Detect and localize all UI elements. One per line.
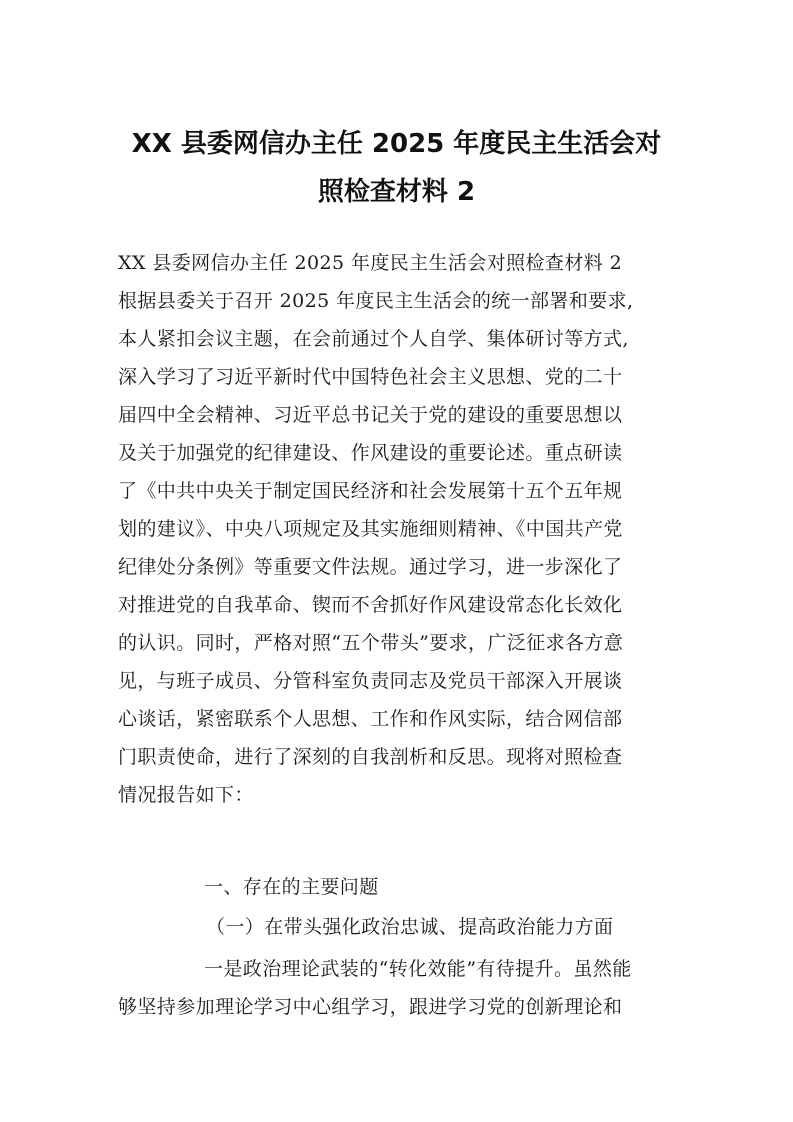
section-heading-text: 一、存在的主要问题: [204, 876, 379, 898]
paragraph-line: 情况报告如下：: [118, 784, 254, 806]
paragraph-line: 深入学习了习近平新时代中国特色社会主义思想、党的二十: [118, 366, 623, 388]
title-line-2: 照检查材料 2: [317, 177, 476, 207]
document-title: [100, 120, 693, 216]
paragraph-line: 根据县委关于召开 2025 年度民主生活会的统一部署和要求,: [118, 290, 634, 312]
paragraph-line: 了《中共中央关于制定国民经济和社会发展第十五个五年规: [118, 480, 623, 502]
section-heading: [204, 868, 684, 906]
paragraph-line: 纪律处分条例》等重要文件法规。通过学习，进一步深化了: [118, 556, 623, 578]
paragraph-line: XX 县委网信办主任 2025 年度民主生活会对照检查材料 2: [118, 252, 623, 274]
paragraph-line: 对推进党的自我革命、锲而不舍抓好作风建设常态化长效化: [118, 594, 623, 616]
paragraph-line: 够坚持参加理论学习中心组学习，跟进学习党的创新理论和: [118, 996, 623, 1018]
paragraph-line: 的认识。同时，严格对照“五个带头”要求，广泛征求各方意: [118, 632, 624, 654]
title-line-1: XX 县委网信办主任 2025 年度民主生活会对: [131, 129, 662, 159]
subsection-heading-text: （一）在带头强化政治忠诚、提高政治能力方面: [206, 916, 614, 938]
paragraph-line: 心谈话，紧密联系个人思想、工作和作风实际，结合网信部: [118, 708, 623, 730]
problem-paragraph: [118, 950, 678, 1026]
paragraph-line: 本人紧扣会议主题，在会前通过个人自学、集体研讨等方式,: [118, 328, 629, 350]
paragraph-line: 划的建议》、中央八项规定及其实施细则精神、《中国共产党: [118, 518, 623, 540]
paragraph-line: 届四中全会精神、习近平总书记关于党的建设的重要思想以: [118, 404, 623, 426]
intro-paragraph: [118, 244, 678, 814]
paragraph-line: 见，与班子成员、分管科室负责同志及党员干部深入开展谈: [118, 670, 623, 692]
paragraph-line: 门职责使命，进行了深刻的自我剖析和反思。现将对照检查: [118, 746, 623, 768]
subsection-heading: [206, 908, 686, 946]
paragraph-line: 及关于加强党的纪律建设、作风建设的重要论述。重点研读: [118, 442, 623, 464]
paragraph-line: 一是政治理论武装的“转化效能”有待提升。虽然能: [204, 958, 632, 980]
